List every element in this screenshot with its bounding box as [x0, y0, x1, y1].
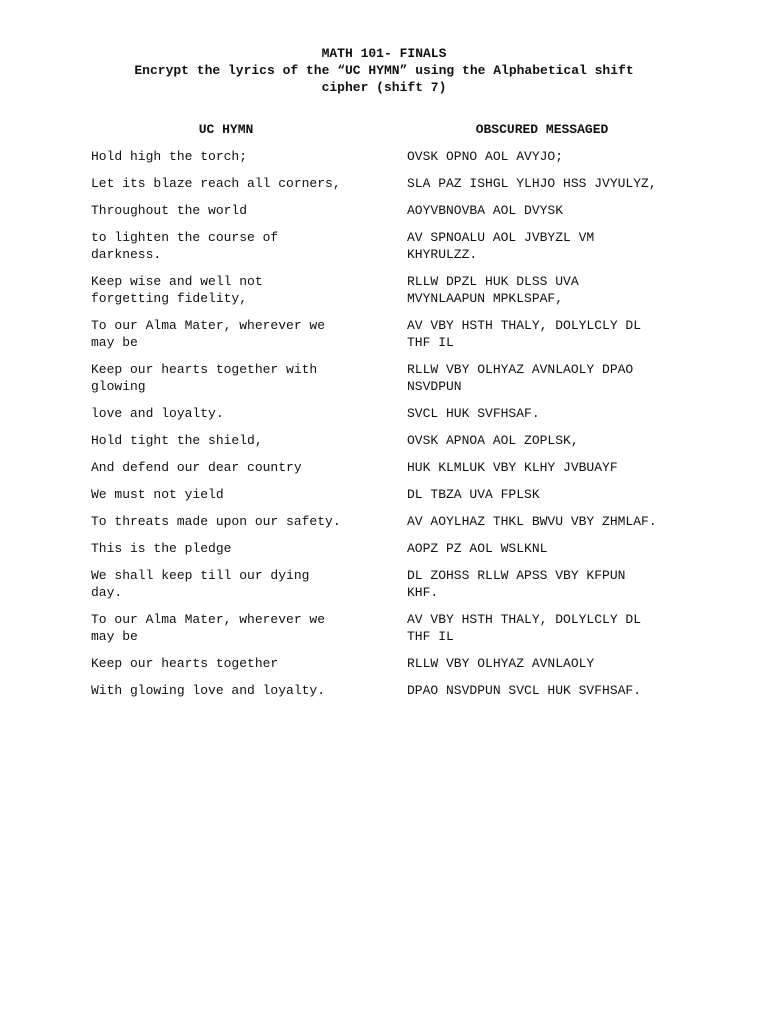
- column-header-lyrics: UC HYMN: [198, 122, 254, 137]
- table-row: [0, 611, 768, 645]
- table-row: [0, 148, 768, 165]
- cipher-cell: RLLW VBY OLHYAZ AVNLAOLY: [407, 656, 595, 671]
- lyric-cell: Hold tight the shield,: [91, 433, 263, 448]
- lyric-cell: to lighten the course of darkness.: [91, 230, 279, 262]
- lyric-cell: love and loyalty.: [91, 406, 224, 421]
- cipher-cell: RLLW VBY OLHYAZ AVNLAOLY DPAO NSVDPUN: [407, 362, 634, 394]
- table-row: [0, 540, 768, 557]
- lyric-cell: To threats made upon our safety.: [91, 514, 341, 529]
- table-row: [0, 486, 768, 503]
- lyric-cell: To our Alma Mater, wherever we may be: [91, 612, 326, 644]
- lyric-cell: This is the pledge: [91, 541, 232, 556]
- table-row: [0, 567, 768, 601]
- table-row: [0, 229, 768, 263]
- lyric-cell: Hold high the torch;: [91, 149, 248, 164]
- cipher-cell: AV SPNOALU AOL JVBYZL VM KHYRULZZ.: [407, 230, 595, 262]
- instruction-line-2: cipher (shift 7): [321, 80, 447, 95]
- table-row: [0, 317, 768, 351]
- cipher-cell: AOYVBNOVBA AOL DVYSK: [407, 203, 564, 218]
- lyric-cell: Keep our hearts together: [91, 656, 279, 671]
- table-row: [0, 682, 768, 699]
- cipher-cell: SLA PAZ ISHGL YLHJO HSS JVYULYZ,: [407, 176, 657, 191]
- lyric-cell: Let its blaze reach all corners,: [91, 176, 341, 191]
- column-header-cipher: OBSCURED MESSAGED: [475, 122, 609, 137]
- lyric-cell: Keep our hearts together with glowing: [91, 362, 318, 394]
- table-row: [0, 513, 768, 530]
- table-row: [0, 361, 768, 395]
- cipher-cell: OVSK APNOA AOL ZOPLSK,: [407, 433, 579, 448]
- lyric-cell: Throughout the world: [91, 203, 248, 218]
- table-row: [0, 459, 768, 476]
- cipher-cell: DL TBZA UVA FPLSK: [407, 487, 540, 502]
- lyrics-table: [0, 148, 768, 709]
- cipher-cell: AV AOYLHAZ THKL BWVU VBY ZHMLAF.: [407, 514, 657, 529]
- cipher-cell: DL ZOHSS RLLW APSS VBY KFPUN KHF.: [407, 568, 626, 600]
- lyric-cell: Keep wise and well not forgetting fidelity,: [91, 274, 263, 306]
- table-row: [0, 175, 768, 192]
- table-row: [0, 202, 768, 219]
- lyric-cell: We shall keep till our dying day.: [91, 568, 310, 600]
- cipher-cell: AV VBY HSTH THALY, DOLYLCLY DL THF IL: [407, 318, 642, 350]
- table-row: [0, 655, 768, 672]
- exam-title: MATH 101- FINALS: [321, 46, 447, 61]
- lyric-cell: With glowing love and loyalty.: [91, 683, 326, 698]
- cipher-cell: OVSK OPNO AOL AVYJO;: [407, 149, 564, 164]
- lyric-cell: And defend our dear country: [91, 460, 302, 475]
- lyric-cell: We must not yield: [91, 487, 224, 502]
- table-row: [0, 273, 768, 307]
- cipher-cell: SVCL HUK SVFHSAF.: [407, 406, 540, 421]
- table-row: [0, 432, 768, 449]
- cipher-cell: HUK KLMLUK VBY KLHY JVBUAYF: [407, 460, 618, 475]
- cipher-cell: AOPZ PZ AOL WSLKNL: [407, 541, 548, 556]
- document-header: [84, 45, 684, 96]
- table-row: [0, 405, 768, 422]
- cipher-cell: RLLW DPZL HUK DLSS UVA MVYNLAAPUN MPKLSPAF,: [407, 274, 579, 306]
- cipher-cell: DPAO NSVDPUN SVCL HUK SVFHSAF.: [407, 683, 642, 698]
- lyric-cell: To our Alma Mater, wherever we may be: [91, 318, 326, 350]
- cipher-cell: AV VBY HSTH THALY, DOLYLCLY DL THF IL: [407, 612, 642, 644]
- instruction-line-1: Encrypt the lyrics of the “UC HYMN” using the Alphabetical shift: [134, 63, 634, 78]
